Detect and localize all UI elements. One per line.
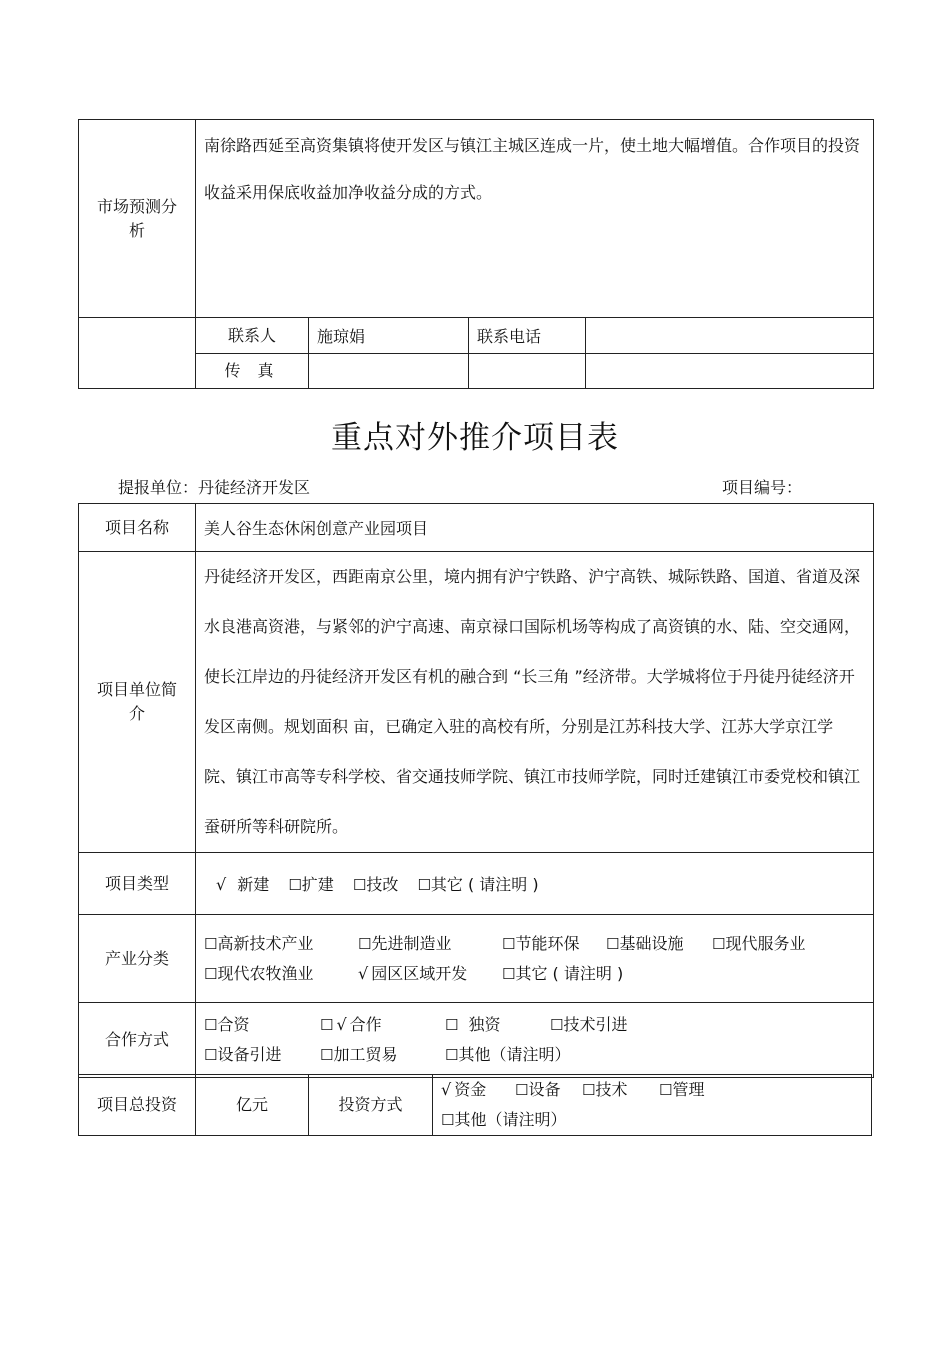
project-type-options [196, 853, 874, 915]
industry-advanced-checkbox[interactable]: ☐ 先进制造业 [358, 929, 502, 959]
project-type-label: 项目类型 [79, 853, 196, 915]
intro-label-cell [79, 552, 196, 853]
market-text: 南徐路西延至高资集镇将使开发区与镇江主城区连成一片，使土地大幅增值。合作项目的投资收益采用保底收益加净收益分成的方式。 [196, 120, 874, 318]
phone-label: 联系电话 [469, 318, 586, 354]
market-label-cell [79, 120, 196, 318]
invest-other-checkbox[interactable]: ☐ 其他（请注明） [441, 1105, 566, 1135]
industry-energy-checkbox[interactable]: ☐ 节能环保 [502, 929, 606, 959]
contact-value: 施琼娟 [309, 318, 469, 354]
industry-agri-checkbox[interactable]: ☐ 现代农牧渔业 [204, 959, 358, 989]
project-table [78, 503, 874, 1078]
coop-other-checkbox[interactable]: ☐ 其他（请注明） [445, 1040, 570, 1070]
coop-sole-checkbox[interactable]: ☐ 独资 [445, 1010, 550, 1040]
fax-label: 传 真 [196, 354, 309, 389]
investment-table [78, 1074, 872, 1136]
coop-equip-checkbox[interactable]: ☐ 设备引进 [204, 1040, 320, 1070]
contact-blank-cell [79, 318, 196, 389]
invest-mode-label: 投资方式 [309, 1075, 433, 1136]
intro-text: 丹徒经济开发区，西距南京公里，境内拥有沪宁铁路、沪宁高铁、城际铁路、国道、省道及深水良港高资港，与紧邻的沪宁高速、南京禄口国际机场等构成了高资镇的水、陆、空交通网，使长江岸边的丹徒经济开发区有机的融合到 “长三角 ”经济带。大学城将位于丹徒丹徒经济开发区南侧。规划面积 亩，已确定入驻的高校有所，分别是江苏科技大学、江苏大学京江学院、镇江市高等专科学校、省交通技师学院、镇江市技师学院，同时迁建镇江市委党校和镇江蚕研所等科研院所。 [196, 552, 874, 853]
industry-hightech-checkbox[interactable]: ☐ 高新技术产业 [204, 929, 358, 959]
invest-tech-checkbox[interactable]: ☐ 技术 [582, 1075, 659, 1105]
invest-equip-checkbox[interactable]: ☐ 设备 [515, 1075, 582, 1105]
fax-value [309, 354, 469, 389]
coop-options [196, 1003, 874, 1078]
intro-label: 项目单位简介 [97, 680, 178, 723]
fax-empty-1 [469, 354, 586, 389]
project-name-value: 美人谷生态休闲创意产业园项目 [196, 504, 874, 552]
industry-park-checkbox[interactable]: √ 园区区域开发 [358, 959, 502, 988]
submitting-unit: 提报单位：丹徒经济开发区 [118, 478, 311, 497]
coop-label: 合作方式 [79, 1003, 196, 1078]
contact-label: 联系人 [196, 318, 309, 354]
type-expand-checkbox[interactable]: ☐ 扩建 [288, 872, 333, 895]
fax-empty-2 [586, 354, 874, 389]
type-other-checkbox[interactable]: ☐ 其它 ( 请注明 ) [417, 872, 538, 895]
coop-coop-checkbox[interactable]: ☐ √ 合作 [320, 1010, 445, 1040]
coop-processing-checkbox[interactable]: ☐ 加工贸易 [320, 1040, 445, 1070]
invest-mgmt-checkbox[interactable]: ☐ 管理 [659, 1075, 704, 1105]
coop-tech-checkbox[interactable]: ☐ 技术引进 [550, 1010, 627, 1040]
phone-value [586, 318, 874, 354]
industry-options [196, 915, 874, 1003]
industry-other-checkbox[interactable]: ☐ 其它 ( 请注明 ) [502, 959, 623, 989]
industry-label: 产业分类 [79, 915, 196, 1003]
invest-total-label: 项目总投资 [79, 1075, 196, 1136]
industry-infra-checkbox[interactable]: ☐ 基础设施 [606, 929, 712, 959]
market-table [78, 119, 874, 389]
industry-service-checkbox[interactable]: ☐ 现代服务业 [712, 929, 805, 959]
project-name-label: 项目名称 [79, 504, 196, 552]
invest-mode-options [433, 1075, 872, 1136]
project-number-label: 项目编号： [722, 478, 803, 497]
market-label: 市场预测分析 [97, 196, 178, 240]
invest-fund-checkbox[interactable]: √ 资金 [441, 1075, 515, 1104]
type-new-checkbox[interactable]: √ 新建 [216, 872, 269, 895]
type-tech-checkbox[interactable]: ☐ 技改 [353, 872, 398, 895]
coop-jv-checkbox[interactable]: ☐ 合资 [204, 1010, 320, 1040]
page-title: 重点对外推介项目表 [331, 420, 619, 456]
invest-total-value: 亿元 [196, 1075, 309, 1136]
